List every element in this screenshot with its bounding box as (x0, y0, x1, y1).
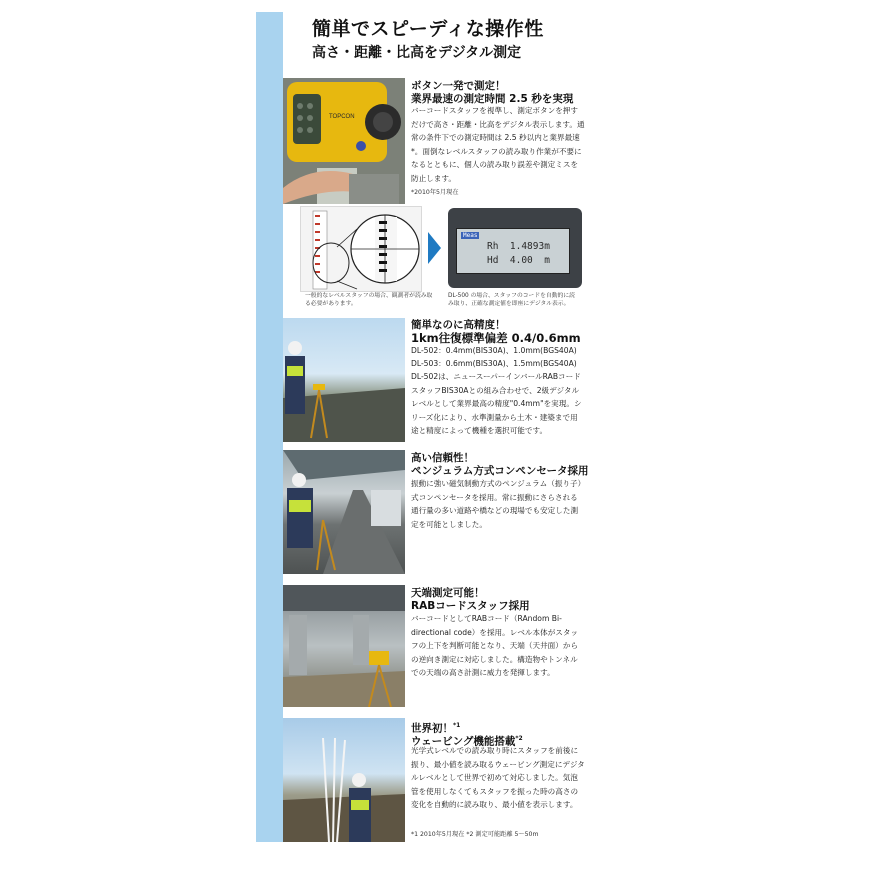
brand-label: TOPCON (329, 114, 355, 120)
bridge-scene-illustration (283, 585, 405, 707)
section5-footnote-mark2: *2 (515, 735, 523, 742)
road-survey-photo (283, 450, 405, 574)
section4-title-line1: 天端測定可能！ (411, 587, 485, 599)
road-scene-illustration (283, 450, 405, 574)
section3-title-line1: 高い信頼性！ (411, 452, 474, 464)
right-arrow-icon (428, 232, 441, 264)
section1-note: *2010年5月現在 (411, 189, 459, 196)
section4-title-line2: RABコードスタッフ採用 (411, 600, 530, 612)
lcd-display (456, 228, 570, 274)
section5-note: *1 2010年5月現在 *2 測定可能距離 5〜50m (411, 831, 539, 838)
section5-title-text2: ウェービング機能搭載 (411, 735, 516, 748)
section2-spec2: DL-503：0.6mm(BIS30A)、1.5mm(BGS40A) (411, 359, 577, 368)
section1-body: バーコードスタッフを視準し、測定ボタンを押すだけで高さ・距離・比高をデジタル表示します。通常の条件下での測定時間は 2.5 秒以内と業界最速*。面倒なレベルスタッフの読み取り作業が不要になるとともに、個人の読み取り誤差や測定ミスを防止します。 (411, 106, 585, 183)
lcd-distance-reading: Hd 4.00 m (487, 255, 550, 266)
page-title: 簡単でスピーディな操作性 (312, 18, 544, 40)
surveyor-sky-photo (283, 318, 405, 442)
section5-body: 光学式レベルでの読み取り時にスタッフを前後に振り、最小値を読み取るウェービング測定にデジタルレベルとして世界で初めて対応しました。気泡管を使用しなくてもスタッフを振った時の高さの変化を自動的に読み取り、最小値を表示します。 (411, 746, 585, 810)
diagram-caption-left: 一般的なレベルスタッフの場合、観測者が読み取る必要があります。 (305, 293, 433, 307)
waving-scene-illustration (283, 718, 405, 842)
section1-title-line2: 業界最速の測定時間 2.5 秒を実現 (411, 93, 574, 105)
diagram-caption-right: DL-500 の場合、スタッフのコードを自動的に読み取り、正確な測定値を即座にデジタル表示。 (448, 293, 575, 307)
lcd-height-reading: Rh 1.4893m (487, 241, 550, 252)
section2-title-line2: 1km往復標準偏差 0.4/0.6mm (411, 331, 581, 345)
section3-body: 振動に強い磁気制動方式のペンジュラム（振り子）式コンペンセータを採用。常に振動にさらされる通行量の多い道路や橋などの現場でも安定した測定を可能としました。 (411, 479, 582, 529)
lcd-mode-tag: Meas (463, 232, 478, 239)
digital-level-photo (283, 78, 405, 204)
section2-title-line1: 簡単なのに高精度！ (411, 319, 506, 331)
section5-footnote-mark1: *1 (453, 722, 461, 729)
section5-title-text1: 世界初！ (411, 722, 453, 735)
section3-title-line2: ペンジュラム方式コンペンセータ採用 (411, 465, 589, 477)
scope-view-illustration (300, 206, 422, 292)
section4-body: バーコードとしてRABコード（RAndom Bi-directional code）を採用。レベル本体がスタッフの上下を判断可能となり、天端（天井面）からの逆向き測定に対応しました。構造物やトンネルでの天端の高さ計測に威力を発揮します。 (411, 614, 579, 678)
page-subtitle: 高さ・距離・比高をデジタル測定 (312, 45, 522, 61)
waving-staff-photo (283, 718, 405, 842)
section2-spec1: DL-502：0.4mm(BIS30A)、1.0mm(BGS40A) (411, 346, 577, 355)
section2-body: DL-502は、ニュースーパーインバールRABコードスタッフBIS30Aとの組み合わせで、2級デジタルレベルとして業界最高の精度"0.4mm"を実現。シリーズ化により、水準測量から土木・建築まで用途と精度によって機種を選択可能です。 (411, 372, 582, 436)
digital-level-illustration (283, 78, 405, 204)
section1-title-line1: ボタン一発で測定！ (411, 80, 506, 92)
surveyor-illustration (283, 318, 405, 442)
bridge-underside-photo (283, 585, 405, 707)
staff-reading-icon (301, 207, 421, 291)
